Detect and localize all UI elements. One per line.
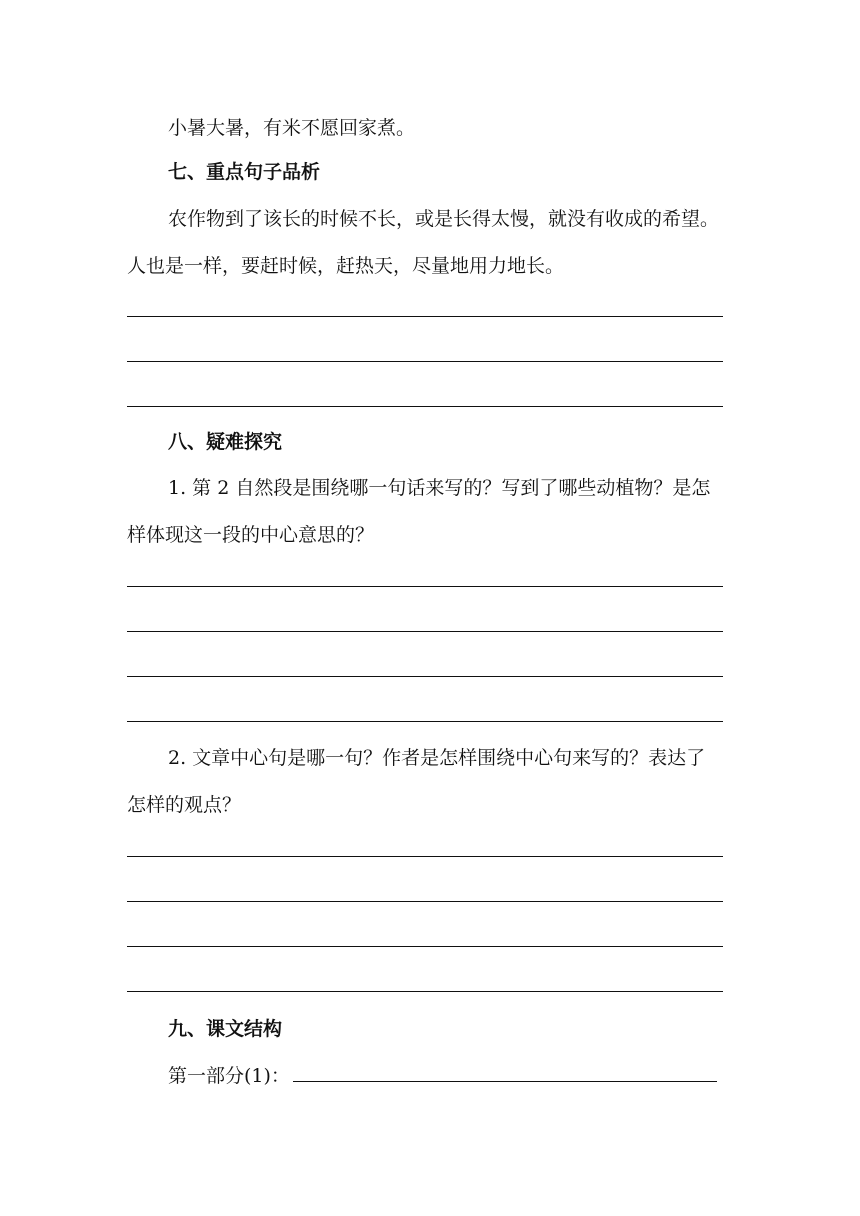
answer-line[interactable] — [127, 946, 723, 947]
proverb-text: 小暑大暑，有米不愿回家煮。 — [168, 117, 416, 139]
question1-line1: 1. 第 2 自然段是围绕哪一句话来写的？写到了哪些动植物？是怎 — [168, 477, 711, 499]
answer-line[interactable] — [127, 676, 723, 677]
part1-answer-blank[interactable] — [293, 1081, 717, 1082]
question2-line1: 2. 文章中心句是哪一句？作者是怎样围绕中心句来写的？表达了 — [168, 747, 706, 769]
answer-line[interactable] — [127, 316, 723, 317]
section7-passage-line1: 农作物到了该长的时候不长，或是长得太慢，就没有收成的希望。 — [168, 208, 720, 230]
section7-heading: 七、重点句子品析 — [168, 161, 321, 183]
answer-line[interactable] — [127, 901, 723, 902]
answer-line[interactable] — [127, 721, 723, 722]
answer-line[interactable] — [127, 631, 723, 632]
section7-passage-line2: 人也是一样，要赶时候，赶热天，尽量地用力地长。 — [127, 255, 565, 277]
answer-line[interactable] — [127, 856, 723, 857]
answer-line[interactable] — [127, 361, 723, 362]
answer-line[interactable] — [127, 406, 723, 407]
answer-line[interactable] — [127, 991, 723, 992]
section9-heading: 九、课文结构 — [168, 1018, 283, 1040]
question1-line2: 样体现这一段的中心意思的？ — [127, 524, 375, 546]
answer-line[interactable] — [127, 586, 723, 587]
question2-line2: 怎样的观点？ — [127, 794, 242, 816]
section8-heading: 八、疑难探究 — [168, 431, 283, 453]
part1-label: 第一部分(1)： — [168, 1065, 290, 1087]
